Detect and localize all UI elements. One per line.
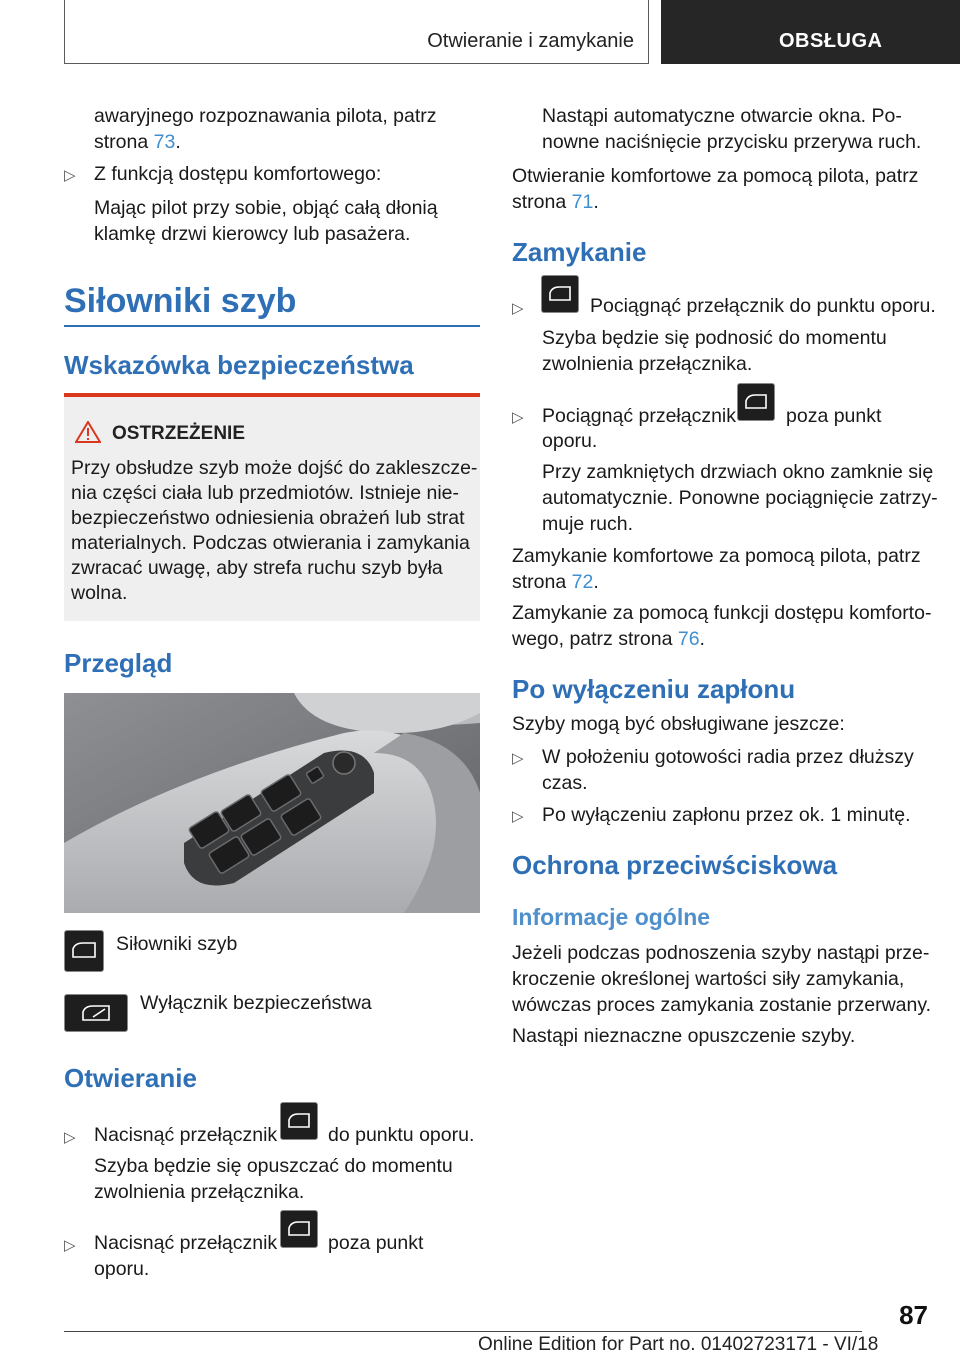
- close-bullet-1-line-3: zwolnienia przełącznika.: [542, 353, 753, 375]
- bullet-triangle-icon: ▷: [512, 808, 524, 825]
- bullet-triangle-icon: ▷: [512, 409, 524, 426]
- auto-open-line-2: nowne naciśnięcie przycisku przerywa ruch.: [542, 131, 922, 153]
- close-bullet-1-line-2: Szyba będzie się podnosić do momentu: [542, 327, 887, 349]
- heading-pinch-protection: Ochrona przeciwściskowa: [512, 850, 838, 880]
- warning-line: Przy obsłudze szyb może dojść do zakleszcze-: [71, 457, 478, 479]
- comfort-access-close-line-2: wego, patrz strona 76.: [512, 628, 705, 650]
- warning-line: nia części ciała lub przedmiotów. Istnieje nie-: [71, 482, 460, 504]
- header-section-title: Otwieranie i zamykanie: [427, 30, 634, 52]
- warning-triangle-icon: [75, 421, 101, 443]
- close-bullet-2-pre: Pociągnąć przełącznik: [542, 405, 737, 427]
- page-link-72[interactable]: 72: [571, 571, 594, 593]
- heading-closing: Zamykanie: [512, 237, 647, 267]
- header-chapter-title: OBSŁUGA: [779, 30, 883, 52]
- intro-line-1: awaryjnego rozpoznawania pilota, patrz: [94, 105, 437, 127]
- open-bullet-2-line-2: oporu.: [94, 1258, 150, 1280]
- bullet-triangle-icon: ▷: [64, 1129, 76, 1146]
- header-section-box: [64, 0, 649, 64]
- warning-title: OSTRZEŻENIE: [112, 423, 246, 444]
- close-bullet-1-post: Pociągnąć przełącznik do punktu oporu.: [590, 295, 936, 317]
- footer-rule: [64, 1331, 862, 1332]
- page-link-71[interactable]: 71: [571, 191, 594, 213]
- warning-line: zwracać uwagę, aby strefa ruchu szyb była: [71, 557, 443, 579]
- intro-line-2: strona 73.: [94, 131, 181, 153]
- close-bullet-2-line-5: muje ruch.: [542, 513, 634, 535]
- window-switch-icon: [541, 275, 579, 313]
- ignition-bullet-2: Po wyłączeniu zapłonu przez ok. 1 minutę.: [542, 804, 911, 826]
- close-bullet-2-line-4: automatycznie. Ponowne pociągnięcie zatrzy-: [542, 487, 938, 509]
- page-link-76[interactable]: 76: [677, 628, 700, 650]
- window-switch-icon: [737, 383, 775, 421]
- door-switch-panel-photo: [64, 693, 480, 913]
- close-bullet-2-line-3: Przy zamkniętych drzwiach okno zamknie się: [542, 461, 934, 483]
- open-bullet-2-post: poza punkt: [328, 1232, 424, 1254]
- window-switch-icon: [64, 930, 104, 972]
- header-chapter-box: [661, 0, 960, 64]
- general-line-3: wówczas proces zamykania zostanie przerwany.: [512, 994, 932, 1016]
- section-title-window-lifts: Siłowniki szyb: [64, 282, 297, 320]
- warning-box: [64, 393, 480, 621]
- general-line-1: Jeżeli podczas podnoszenia szyby nastąpi prze-: [512, 942, 930, 964]
- open-bullet-1-pre: Nacisnąć przełącznik: [94, 1124, 278, 1146]
- legend-window-lifts: Siłowniki szyb: [116, 933, 238, 955]
- bullet-triangle-icon: ▷: [64, 1237, 76, 1254]
- ignition-bullet-1: W położeniu gotowości radia przez dłuższy: [542, 746, 914, 768]
- comfort-access-close-line-1: Zamykanie za pomocą funkcji dostępu komforto-: [512, 602, 932, 624]
- close-bullet-2-post: poza punkt: [786, 405, 882, 427]
- open-bullet-1-line-2: Szyba będzie się opuszczać do momentu: [94, 1155, 453, 1177]
- heading-after-ignition-off: Po wyłączeniu zapłonu: [512, 674, 796, 704]
- section-rule: [64, 325, 480, 327]
- legend-safety-switch: Wyłącznik bezpieczeństwa: [140, 992, 372, 1014]
- page-link-73[interactable]: 73: [153, 131, 176, 153]
- ignition-intro: Szyby mogą być obsługiwane jeszcze:: [512, 713, 845, 735]
- warning-line: wolna.: [71, 582, 128, 604]
- auto-open-line-1: Nastąpi automatyczne otwarcie okna. Po-: [542, 105, 902, 127]
- heading-opening: Otwieranie: [64, 1063, 197, 1093]
- window-switch-icon: [280, 1102, 318, 1140]
- heading-general-info: Informacje ogólne: [512, 904, 711, 930]
- ignition-bullet-1-line-2: czas.: [542, 772, 588, 794]
- general-line-2: kroczenie określonej wartości siły zamykania,: [512, 968, 905, 990]
- bullet-comfort-line-3: klamkę drzwi kierowcy lub pasażera.: [94, 223, 411, 245]
- warning-line: materialnych. Podczas otwierania i zamykania: [71, 532, 470, 554]
- close-bullet-2-line-2: oporu.: [542, 430, 598, 452]
- footer-edition: Online Edition for Part no. 01402723171 - VI/18: [478, 1334, 879, 1355]
- comfort-open-line-1: Otwieranie komfortowe za pomocą pilota, patrz: [512, 165, 919, 187]
- general-line-4: Nastąpi nieznaczne opuszczenie szyby.: [512, 1025, 856, 1047]
- safety-switch-icon: [64, 994, 128, 1032]
- window-switch-icon: [280, 1210, 318, 1248]
- bullet-triangle-icon: ▷: [64, 167, 76, 184]
- heading-safety-note: Wskazówka bezpieczeństwa: [64, 350, 414, 380]
- open-bullet-1-post: do punktu oporu.: [328, 1124, 475, 1146]
- bullet-triangle-icon: ▷: [512, 300, 524, 317]
- bullet-comfort-access: Z funkcją dostępu komfortowego:: [94, 163, 382, 185]
- page-number: 87: [899, 1300, 928, 1330]
- bullet-comfort-line-2: Mając pilot przy sobie, objąć całą dłonią: [94, 197, 438, 219]
- open-bullet-2-pre: Nacisnąć przełącznik: [94, 1232, 278, 1254]
- bullet-triangle-icon: ▷: [512, 750, 524, 767]
- warning-line: bezpieczeństwo odniesienia obrażeń lub strat: [71, 507, 465, 529]
- comfort-close-line-2: strona 72.: [512, 571, 599, 593]
- open-bullet-1-line-3: zwolnienia przełącznika.: [94, 1181, 305, 1203]
- heading-overview: Przegląd: [64, 648, 173, 678]
- comfort-open-line-2: strona 71.: [512, 191, 599, 213]
- comfort-close-line-1: Zamykanie komfortowe za pomocą pilota, patrz: [512, 545, 921, 567]
